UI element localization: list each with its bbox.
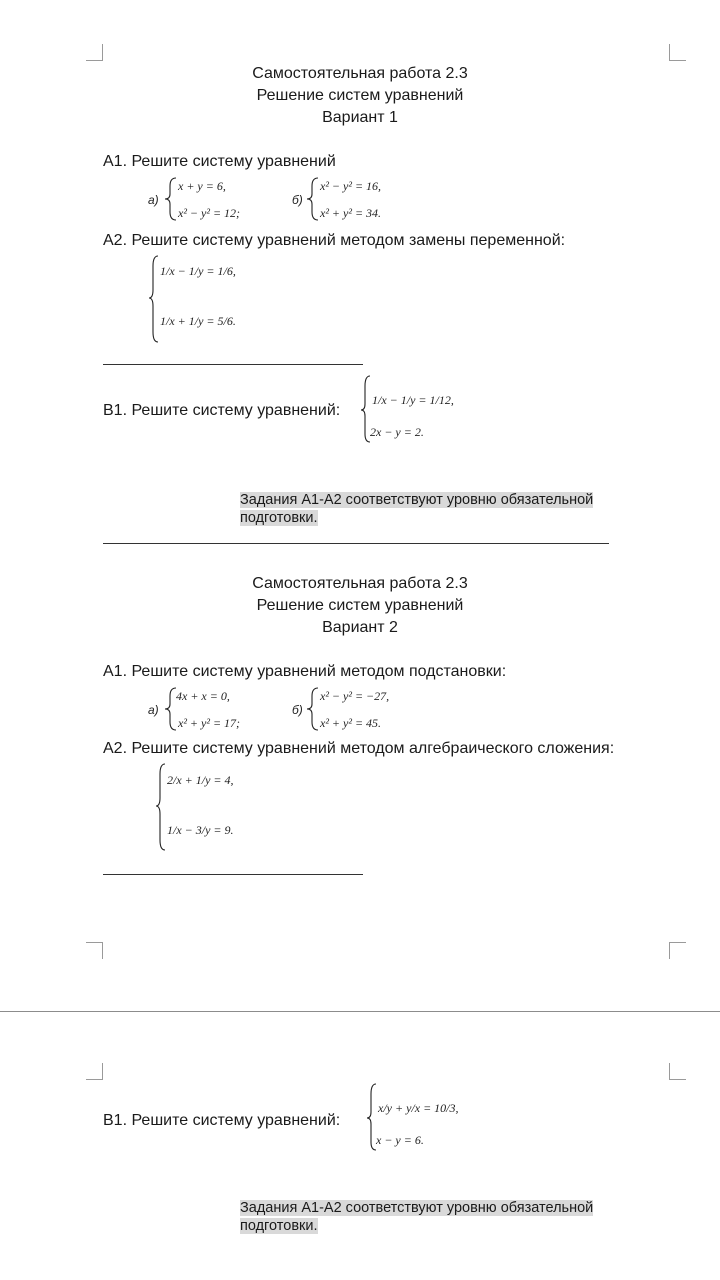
page2-crop-mark-top-right	[669, 1063, 686, 1080]
v2-title-line1: Самостоятельная работа 2.3	[252, 575, 468, 592]
v2-a1-systems	[140, 682, 440, 736]
v2-a1-b-label: б)	[292, 703, 303, 717]
page-break-line	[0, 1011, 720, 1012]
page2-b1-eq2: x − y = 6.	[376, 1133, 424, 1147]
v1-task-a1: А1. Решите систему уравнений	[103, 153, 336, 170]
v1-title-line1: Самостоятельная работа 2.3	[252, 65, 468, 82]
v1-a1-systems	[140, 172, 440, 226]
v2-a1-b-eq2: x² + y² = 45.	[320, 716, 382, 730]
page2-task-b1: В1. Решите систему уравнений:	[103, 1112, 341, 1129]
v2-a2-eq2: 1/x − 3/y = 9.	[167, 823, 234, 837]
v1-b1-system	[358, 372, 478, 446]
v1-separator-short	[103, 364, 363, 365]
v1-a1-a-eq1: x + y = 6,	[178, 179, 226, 193]
crop-mark-top-right	[669, 44, 686, 61]
v1-note: Задания А1-А2 соответствуют уровню обязательной подготовки.	[240, 492, 594, 526]
v2-a2-system	[155, 760, 275, 856]
v2-task-a1: А1. Решите систему уравнений методом подстановки:	[103, 663, 507, 680]
page2-b1-eq1: x/y + y/x = 10/3,	[378, 1101, 459, 1115]
v1-task-a2: А2. Решите систему уравнений методом замены переменной:	[103, 232, 566, 249]
crop-mark-top-left	[86, 44, 103, 61]
v1-title-line3: Вариант 1	[322, 109, 398, 126]
v2-a1-b-eq1: x² − y² = −27,	[320, 689, 390, 703]
crop-mark-bottom-left	[86, 942, 103, 959]
v1-b1-eq1: 1/x − 1/y = 1/12,	[372, 393, 454, 407]
v2-a1-a-label: а)	[148, 703, 159, 717]
v1-a2-system	[148, 252, 268, 348]
crop-mark-bottom-right	[669, 942, 686, 959]
v1-a1-a-eq2: x² − y² = 12;	[178, 206, 241, 220]
v2-a1-a-eq2: x² + y² = 17;	[178, 716, 241, 730]
v1-a1-b-eq2: x² + y² = 34.	[320, 206, 382, 220]
v1-a1-b-label: б)	[292, 193, 303, 207]
v2-title-line3: Вариант 2	[322, 619, 398, 636]
v2-separator-short	[103, 874, 363, 875]
v1-a2-eq1: 1/x − 1/y = 1/6,	[160, 264, 236, 278]
v2-task-a2: А2. Решите систему уравнений методом алгебраического сложения:	[103, 740, 615, 757]
v1-title-line2: Решение систем уравнений	[256, 87, 464, 104]
v1-a2-eq2: 1/x + 1/y = 5/6.	[160, 314, 236, 328]
page2-crop-mark-top-left	[86, 1063, 103, 1080]
v2-a1-a-eq1: 4x + x = 0,	[176, 689, 230, 703]
v2-a2-eq1: 2/x + 1/y = 4,	[167, 773, 234, 787]
v1-a1-a-label: а)	[148, 193, 159, 207]
v1-a1-b-eq1: x² − y² = 16,	[320, 179, 382, 193]
v1-task-b1: В1. Решите систему уравнений:	[103, 402, 341, 419]
page2-b1-system	[364, 1080, 484, 1154]
page2-note: Задания А1-А2 соответствуют уровню обязательной подготовки.	[240, 1200, 594, 1234]
v2-title-line2: Решение систем уравнений	[256, 597, 464, 614]
v1-b1-eq2: 2x − y = 2.	[370, 425, 424, 439]
v1-separator-long	[103, 543, 609, 544]
